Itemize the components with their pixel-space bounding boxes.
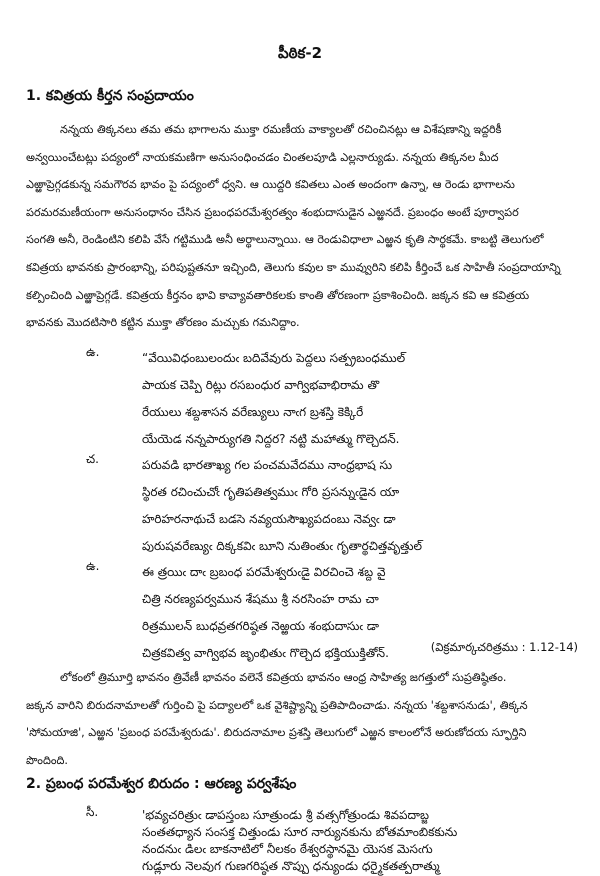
- verse-line: ఈ త్రయిఁ దాఁ బ్రబంధ పరమేశ్వరుఁడై విరచించె శబ్ద వై: [142, 565, 386, 579]
- verse-lines: [142, 559, 389, 667]
- verse-lines: [142, 452, 422, 560]
- verse-line: 'భవ్యచరిత్రుఁ డాపస్తంబ సూత్రుండు శ్రీ వత్సగోత్రుండు శివపదాబ్జ: [142, 808, 429, 822]
- paragraph-line: కవిత్రయ భావనకు ప్రారంభాన్ని, పరిపుష్టతనూ ఇచ్చింది, తెలుగు కవుల కా మువ్వురిని కలిపి కీర్తించే ఒక సాహితీ సంప్రదాయాన్ని: [26, 260, 561, 274]
- section-1-heading: 1. కవిత్రయ కీర్తన సంప్రదాయం: [26, 88, 194, 104]
- verse-reference: (విక్రమార్కచరిత్రము : 1.12-14): [430, 640, 578, 654]
- paragraph-line: 'సోమయాజి', ఎఱ్ఱన 'ప్రబంధ పరమేశ్వరుడు'. బిరుదనామాల ప్రశస్తి తెలుగులో ఎఱ్ఱన కాలంలోనే అరుణోదయ స్ఫూర్తిని: [26, 726, 527, 740]
- paragraph-line: భావనకు మొదటిసారి కట్టిన ముక్తా తోరణం మచ్చుకు గమనిద్దాం.: [26, 316, 300, 330]
- paragraph-line: జక్కన వారిని బిరుదనామాలతో గుర్తించి పై పద్యాలలో ఒక వైశిష్ట్యాన్ని ప్రతిపాదించాడు. నన్నయ 'శబ్దశాసనుడు', తిక్కన: [26, 698, 528, 712]
- paragraph-line: పరమరమణీయంగా అనుసంధానం చేసిన ప్రబంధపరమేశ్వరత్వం శంభుదాసుడైన ఎఱ్ఱనదే. ప్రబంధం అంటే పూర్వాపర: [26, 205, 519, 219]
- verse-line: హరిహరనాథుచే బడసె నవ్యయసౌఖ్యపదంబు నెవ్వఁ డా: [142, 512, 396, 526]
- verse-line: రిత్రములన్ బుధవ్రతగరిష్ఠత నెఱ్ఱయ శంభుదాసుఁ డా: [142, 619, 380, 633]
- verse-line: యేయెడ నన్నపార్యుగతి నిద్దర? నట్టి మహాత్ము గొల్చెదన్.: [142, 432, 400, 446]
- page-title: పీఠిక-2: [277, 44, 323, 62]
- verse-line: రేయులు శబ్దశాసన వరేణ్యులు నాఁగ బ్రశస్తి కెక్కిరే: [142, 405, 364, 419]
- section-1-paragraph-2: [26, 664, 528, 774]
- verse-line: “వేయివిధంబులందుఁ బదివేవురు పెద్దలు సత్ప్రబంధముల్: [142, 351, 406, 365]
- paragraph-line: లోకంలో త్రిమూర్తి భావనం త్రివేణీ భావనం వలెనే కవిత్రయ భావనం ఆంధ్ర సాహిత్య జగత్తులో సుప్రతిష్ఠితం.: [60, 671, 507, 684]
- verse-line: స్థిరత రచించుచోఁ గృతిపతిత్వముఁ గోరి ప్రసన్నుఁడైన యా: [142, 485, 400, 499]
- verse-marker: చ.: [86, 452, 99, 466]
- verse-line: చిత్రకవిత్వ వాగ్విభవ జృంభితుఁ గొల్చెద భక్తియుక్తితోన్.: [142, 646, 389, 660]
- paragraph-line: కల్పించింది ఎఱ్ఱాప్రెగ్గడే. కవిత్రయ కీర్తనం భావి కావ్యావతారికలకు కాంతి తోరణంగా ప్రకాశించింది. జక్కన కవి ఆ కవిత్రయ: [26, 288, 530, 302]
- verse-line: గుడ్లూరు నెలవుగ గుణగరిష్ఠత నొప్పు ధన్యుండు ధర్మైకతత్పరాత్ము: [142, 859, 440, 873]
- verse-line: పరువడి భారతాఖ్య గల పంచమవేదము నాంధ్రభాష సు: [142, 458, 393, 472]
- verse-line: పాయక చెప్పి రిట్లు రసబంధుర వాగ్విభవాభిరామ తొ: [142, 378, 380, 392]
- paragraph-line: అన్వయించేటట్లు పద్యంలో నాయకమణిగా అనుసంధించడం చింతలపూడి ఎల్లనార్యుడు. నన్నయ తిక్కనల మీద: [26, 150, 499, 164]
- verse-line: పురుషవరేణ్యుఁ దిక్కకవిఁ బూని నుతింతుఁ గృతార్థచిత్తవృత్తుల్: [142, 539, 423, 553]
- verse-line: చిత్రి నరణ్యపర్వమున శేషము శ్రీ నరసింహ రామ చా: [142, 592, 379, 606]
- paragraph-line: పొందింది.: [26, 753, 68, 767]
- section-1-paragraph-1: [26, 116, 561, 337]
- verse-line: సంతతధ్యాన సంసక్త చిత్తుండు సూర నార్యునకును బోతమాంబికకును: [142, 825, 458, 839]
- verse-lines: [142, 345, 405, 453]
- paragraph-line: ఎఱ్ఱాప్రెగ్గడకున్న సమగౌరవ భావం పై పద్యంలో ధ్వని. ఆ యిద్దరి కవితలు ఎంత అందంగా ఉన్నా, ఆ రెండు భాగాలను: [26, 178, 515, 192]
- verse-marker: ఉ.: [86, 559, 100, 573]
- verse-line: నందనుఁ డిలఁ బాకనాటిలో నీలకం ఠేశ్వరస్థానమై యెసక మెసఁగు: [142, 842, 433, 856]
- paragraph-line: సంగతి అనీ, రెండింటిని కలిపి వేసే గట్టిముడి అనీ అర్థాలున్నాయి. ఆ రెండువిధాలా ఎఱ్ఱన కృతి సార్థకమే. కాబట్టి తెలుగులో: [26, 233, 544, 247]
- verse-marker: సీ.: [86, 805, 99, 819]
- section-2-heading: 2. ప్రబంధ పరమేశ్వర బిరుదం : ఆరణ్య పర్వశేషం: [26, 776, 297, 792]
- verse-marker: ఉ.: [86, 345, 100, 359]
- verse-lines: [142, 805, 457, 873]
- paragraph-line: నన్నయ తిక్కనలు తమ తమ భాగాలను ముక్తా రమణీయ వాక్యాలతో రచించినట్లు ఆ విశేషణాన్ని ఇద్దరికీ: [60, 123, 502, 136]
